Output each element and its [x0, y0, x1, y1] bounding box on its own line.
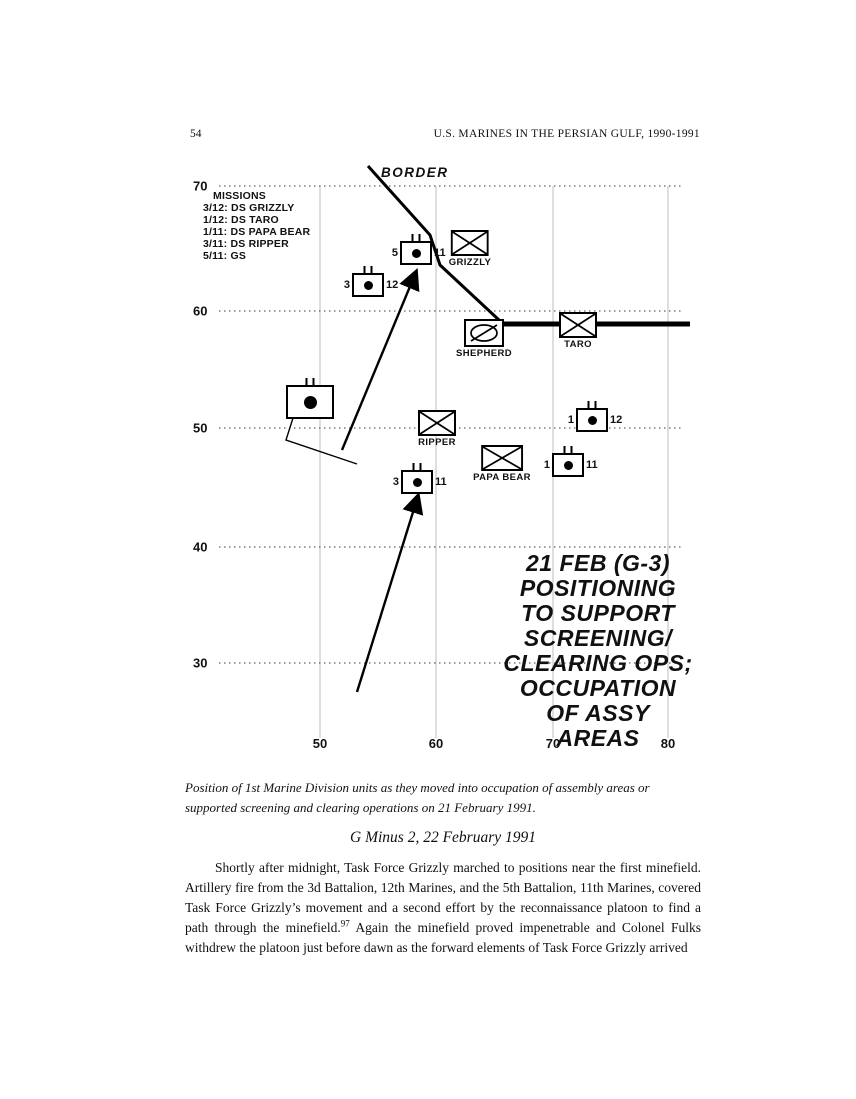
y-axis-tick: 50: [193, 420, 208, 436]
annotation-line: CLEARING OPS;: [503, 650, 693, 676]
unit-3-12-artillery: [343, 273, 399, 297]
unit-5-11-artillery: [391, 241, 446, 265]
map-figure: [185, 160, 700, 765]
x-axis-tick: 60: [428, 736, 444, 751]
regiment-number: 11: [435, 476, 447, 488]
regiment-number: 12: [610, 414, 623, 426]
artillery-dot-icon: [304, 396, 317, 409]
battalion-echelon-icon: [306, 378, 315, 385]
battalion-number: 3: [343, 279, 350, 291]
figure-caption: Position of 1st Marine Division units as they moved into occupation of assembly areas or supported screening and clearing operations on 21 February 1991.: [185, 780, 650, 815]
footnote-ref: 97: [340, 918, 350, 929]
unit-label: PAPA BEAR: [473, 472, 531, 483]
y-axis-tick: 70: [193, 178, 208, 194]
x-axis-tick: 50: [312, 736, 328, 751]
battalion-echelon-icon: [364, 266, 373, 273]
battalion-echelon-icon: [588, 401, 597, 408]
mission-item: 1/11: DS PAPA BEAR: [203, 226, 311, 238]
y-axis-tick: 30: [193, 655, 208, 671]
battalion-number: 1: [543, 459, 550, 471]
unit-label: GRIZZLY: [448, 257, 492, 268]
body-paragraph: [185, 858, 701, 958]
unit-artillery-regiment: [286, 385, 334, 419]
annotation-line: OCCUPATION: [519, 675, 677, 701]
infantry-x-symbol: [559, 312, 597, 338]
battalion-echelon-icon: [412, 234, 421, 241]
artillery-dot-icon: [364, 281, 373, 290]
map-annotation: [503, 551, 693, 751]
border-label: BORDER: [381, 165, 449, 180]
body-text-before: Shortly after midnight, Task Force Grizzly marched to positions near the first minefield. Artillery fire from the 3d Battalion, 12th Marines, and the 5th Battalion, 11th Marines, covered Task Force Grizzly’s movement and a second effort by the reconnaissance platoon to find a path through the minefield.: [185, 860, 701, 935]
artillery-dot-icon: [564, 461, 573, 470]
mission-item: 3/12: DS GRIZZLY: [203, 202, 295, 214]
missions-legend: [203, 190, 310, 262]
mechanized-symbol: [464, 319, 504, 347]
infantry-x-symbol: [418, 410, 456, 436]
y-axis-tick: 40: [193, 539, 208, 555]
unit-1-11-artillery: [543, 453, 598, 477]
battalion-number: 3: [392, 476, 399, 488]
unit-label: SHEPHERD: [456, 348, 512, 359]
movement-arrow-icon: [342, 272, 416, 450]
unit-label: RIPPER: [418, 437, 456, 448]
infantry-x-symbol: [481, 445, 523, 471]
running-title: U.S. MARINES IN THE PERSIAN GULF, 1990-1991: [433, 128, 700, 140]
annotation-line: POSITIONING: [519, 575, 677, 601]
unit-task-force-papa-bear: [473, 445, 531, 483]
unit-task-force-shepherd: [456, 319, 512, 359]
battalion-number: 1: [567, 414, 574, 426]
regiment-number: 11: [434, 247, 446, 259]
unit-task-force-grizzly: [449, 230, 492, 268]
battalion-echelon-icon: [413, 463, 422, 470]
missions-title: MISSIONS: [213, 190, 266, 202]
annotation-line: TO SUPPORT: [521, 600, 675, 626]
battalion-echelon-icon: [564, 446, 573, 453]
body-text-after: Again the minefield proved impenetrable and Colonel Fulks withdrew the platoon just before dawn as the forward elements of Task Force Grizzly arrived: [185, 920, 701, 955]
section-heading: G Minus 2, 22 February 1991: [350, 829, 536, 846]
battalion-number: 5: [391, 247, 398, 259]
artillery-dot-icon: [588, 416, 597, 425]
mission-item: 5/11: GS: [203, 250, 247, 262]
annotation-line: OF ASSY AREAS: [546, 700, 650, 751]
artillery-dot-icon: [413, 478, 422, 487]
page-number: 54: [190, 128, 202, 140]
movement-arrow-icon: [357, 496, 418, 692]
unit-task-force-ripper: [418, 410, 456, 448]
unit-label: TARO: [564, 339, 592, 350]
mission-item: 3/11: DS RIPPER: [203, 238, 289, 250]
annotation-line: SCREENING/: [523, 625, 673, 651]
unit-task-force-taro: [559, 312, 597, 350]
regiment-number: 11: [586, 459, 598, 471]
annotation-line: 21 FEB (G-3): [525, 550, 671, 576]
artillery-dot-icon: [412, 249, 421, 258]
infantry-x-symbol: [451, 230, 489, 256]
x-axis-tick: 80: [660, 736, 676, 751]
running-head: [190, 128, 700, 140]
unit-1-12-artillery: [567, 408, 623, 432]
regiment-number: 12: [386, 279, 399, 291]
x-axis-tick: 70: [545, 736, 561, 751]
y-axis-tick: 60: [193, 303, 208, 319]
unit-3-11-artillery: [392, 470, 447, 494]
mission-item: 1/12: DS TARO: [203, 214, 279, 226]
